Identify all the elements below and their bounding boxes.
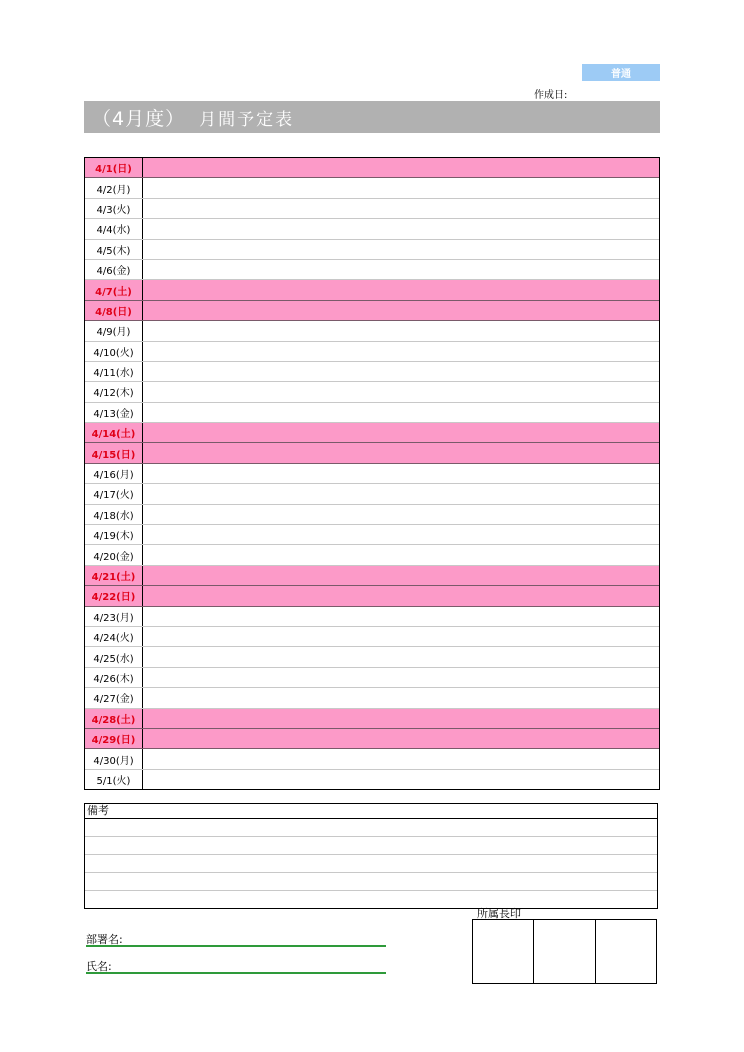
schedule-entry-cell[interactable] xyxy=(143,545,659,564)
schedule-row xyxy=(85,586,659,606)
schedule-table xyxy=(84,157,660,790)
schedule-entry-cell[interactable] xyxy=(143,729,659,748)
schedule-date: 4/9(月) xyxy=(85,321,143,340)
stamp-box xyxy=(473,920,534,983)
schedule-row xyxy=(85,301,659,321)
schedule-date: 4/14(土) xyxy=(85,423,143,442)
schedule-entry-cell[interactable] xyxy=(143,423,659,442)
schedule-entry-cell[interactable] xyxy=(143,342,659,361)
schedule-row xyxy=(85,668,659,688)
schedule-date: 4/28(土) xyxy=(85,709,143,728)
schedule-row xyxy=(85,280,659,300)
schedule-entry-cell[interactable] xyxy=(143,260,659,279)
schedule-date: 4/25(水) xyxy=(85,647,143,666)
stamp-box xyxy=(596,920,656,983)
schedule-entry-cell[interactable] xyxy=(143,403,659,422)
schedule-entry-cell[interactable] xyxy=(143,627,659,646)
schedule-row xyxy=(85,525,659,545)
title-month: （4月度） xyxy=(92,107,186,130)
schedule-date: 4/24(火) xyxy=(85,627,143,646)
schedule-entry-cell[interactable] xyxy=(143,484,659,503)
schedule-row xyxy=(85,545,659,565)
schedule-row xyxy=(85,240,659,260)
schedule-entry-cell[interactable] xyxy=(143,219,659,238)
schedule-row xyxy=(85,321,659,341)
schedule-row xyxy=(85,464,659,484)
schedule-date: 4/22(日) xyxy=(85,586,143,605)
schedule-date: 4/3(火) xyxy=(85,199,143,218)
schedule-entry-cell[interactable] xyxy=(143,382,659,401)
schedule-entry-cell[interactable] xyxy=(143,505,659,524)
schedule-row xyxy=(85,627,659,647)
schedule-date: 4/8(日) xyxy=(85,301,143,320)
schedule-date: 4/7(土) xyxy=(85,280,143,299)
notes-section xyxy=(84,803,658,909)
schedule-entry-cell[interactable] xyxy=(143,443,659,462)
schedule-date: 4/2(月) xyxy=(85,178,143,197)
schedule-entry-cell[interactable] xyxy=(143,301,659,320)
schedule-row xyxy=(85,566,659,586)
schedule-row xyxy=(85,505,659,525)
schedule-date: 4/15(日) xyxy=(85,443,143,462)
schedule-date: 4/13(金) xyxy=(85,403,143,422)
notes-line[interactable] xyxy=(85,873,657,891)
schedule-date: 4/4(水) xyxy=(85,219,143,238)
title-bar xyxy=(84,101,660,133)
notes-line[interactable] xyxy=(85,837,657,855)
schedule-date: 4/17(火) xyxy=(85,484,143,503)
schedule-entry-cell[interactable] xyxy=(143,770,659,789)
schedule-row xyxy=(85,770,659,790)
schedule-entry-cell[interactable] xyxy=(143,566,659,585)
schedule-date: 5/1(火) xyxy=(85,770,143,789)
schedule-entry-cell[interactable] xyxy=(143,280,659,299)
schedule-entry-cell[interactable] xyxy=(143,668,659,687)
schedule-entry-cell[interactable] xyxy=(143,240,659,259)
schedule-row xyxy=(85,260,659,280)
schedule-row xyxy=(85,607,659,627)
schedule-entry-cell[interactable] xyxy=(143,178,659,197)
schedule-date: 4/21(土) xyxy=(85,566,143,585)
name-label: 氏名: xyxy=(86,960,112,973)
notes-header: 備考 xyxy=(85,804,657,819)
name-field[interactable] xyxy=(86,958,386,974)
category-badge: 普通 xyxy=(582,64,660,81)
schedule-row xyxy=(85,382,659,402)
schedule-row xyxy=(85,219,659,239)
schedule-row xyxy=(85,749,659,769)
schedule-row xyxy=(85,729,659,749)
stamp-boxes xyxy=(472,919,657,984)
schedule-entry-cell[interactable] xyxy=(143,749,659,768)
created-date-label: 作成日: xyxy=(534,90,568,101)
schedule-row xyxy=(85,688,659,708)
schedule-row xyxy=(85,158,659,178)
schedule-date: 4/18(水) xyxy=(85,505,143,524)
stamp-label: 所属長印 xyxy=(477,907,521,920)
schedule-entry-cell[interactable] xyxy=(143,525,659,544)
schedule-row xyxy=(85,423,659,443)
schedule-row xyxy=(85,443,659,463)
schedule-date: 4/6(金) xyxy=(85,260,143,279)
stamp-box xyxy=(534,920,595,983)
schedule-date: 4/12(木) xyxy=(85,382,143,401)
schedule-date: 4/10(火) xyxy=(85,342,143,361)
schedule-row xyxy=(85,199,659,219)
schedule-entry-cell[interactable] xyxy=(143,321,659,340)
notes-line[interactable] xyxy=(85,855,657,873)
schedule-date: 4/29(日) xyxy=(85,729,143,748)
schedule-date: 4/11(水) xyxy=(85,362,143,381)
schedule-entry-cell[interactable] xyxy=(143,709,659,728)
schedule-row xyxy=(85,362,659,382)
schedule-entry-cell[interactable] xyxy=(143,647,659,666)
schedule-date: 4/30(月) xyxy=(85,749,143,768)
schedule-date: 4/27(金) xyxy=(85,688,143,707)
department-field[interactable] xyxy=(86,931,386,947)
department-label: 部署名: xyxy=(86,933,123,946)
schedule-row xyxy=(85,484,659,504)
schedule-row xyxy=(85,403,659,423)
schedule-date: 4/20(金) xyxy=(85,545,143,564)
schedule-date: 4/1(日) xyxy=(85,158,143,177)
schedule-entry-cell[interactable] xyxy=(143,362,659,381)
schedule-entry-cell[interactable] xyxy=(143,688,659,707)
schedule-entry-cell[interactable] xyxy=(143,199,659,218)
schedule-entry-cell[interactable] xyxy=(143,158,659,177)
schedule-date: 4/23(月) xyxy=(85,607,143,626)
schedule-entry-cell[interactable] xyxy=(143,464,659,483)
title-text: 月間予定表 xyxy=(199,109,295,130)
schedule-date: 4/16(月) xyxy=(85,464,143,483)
notes-line[interactable] xyxy=(85,891,657,908)
schedule-date: 4/26(木) xyxy=(85,668,143,687)
schedule-row xyxy=(85,647,659,667)
schedule-row xyxy=(85,178,659,198)
schedule-entry-cell[interactable] xyxy=(143,586,659,605)
schedule-date: 4/19(木) xyxy=(85,525,143,544)
schedule-date: 4/5(木) xyxy=(85,240,143,259)
schedule-entry-cell[interactable] xyxy=(143,607,659,626)
schedule-row xyxy=(85,342,659,362)
notes-line[interactable] xyxy=(85,819,657,837)
schedule-row xyxy=(85,709,659,729)
